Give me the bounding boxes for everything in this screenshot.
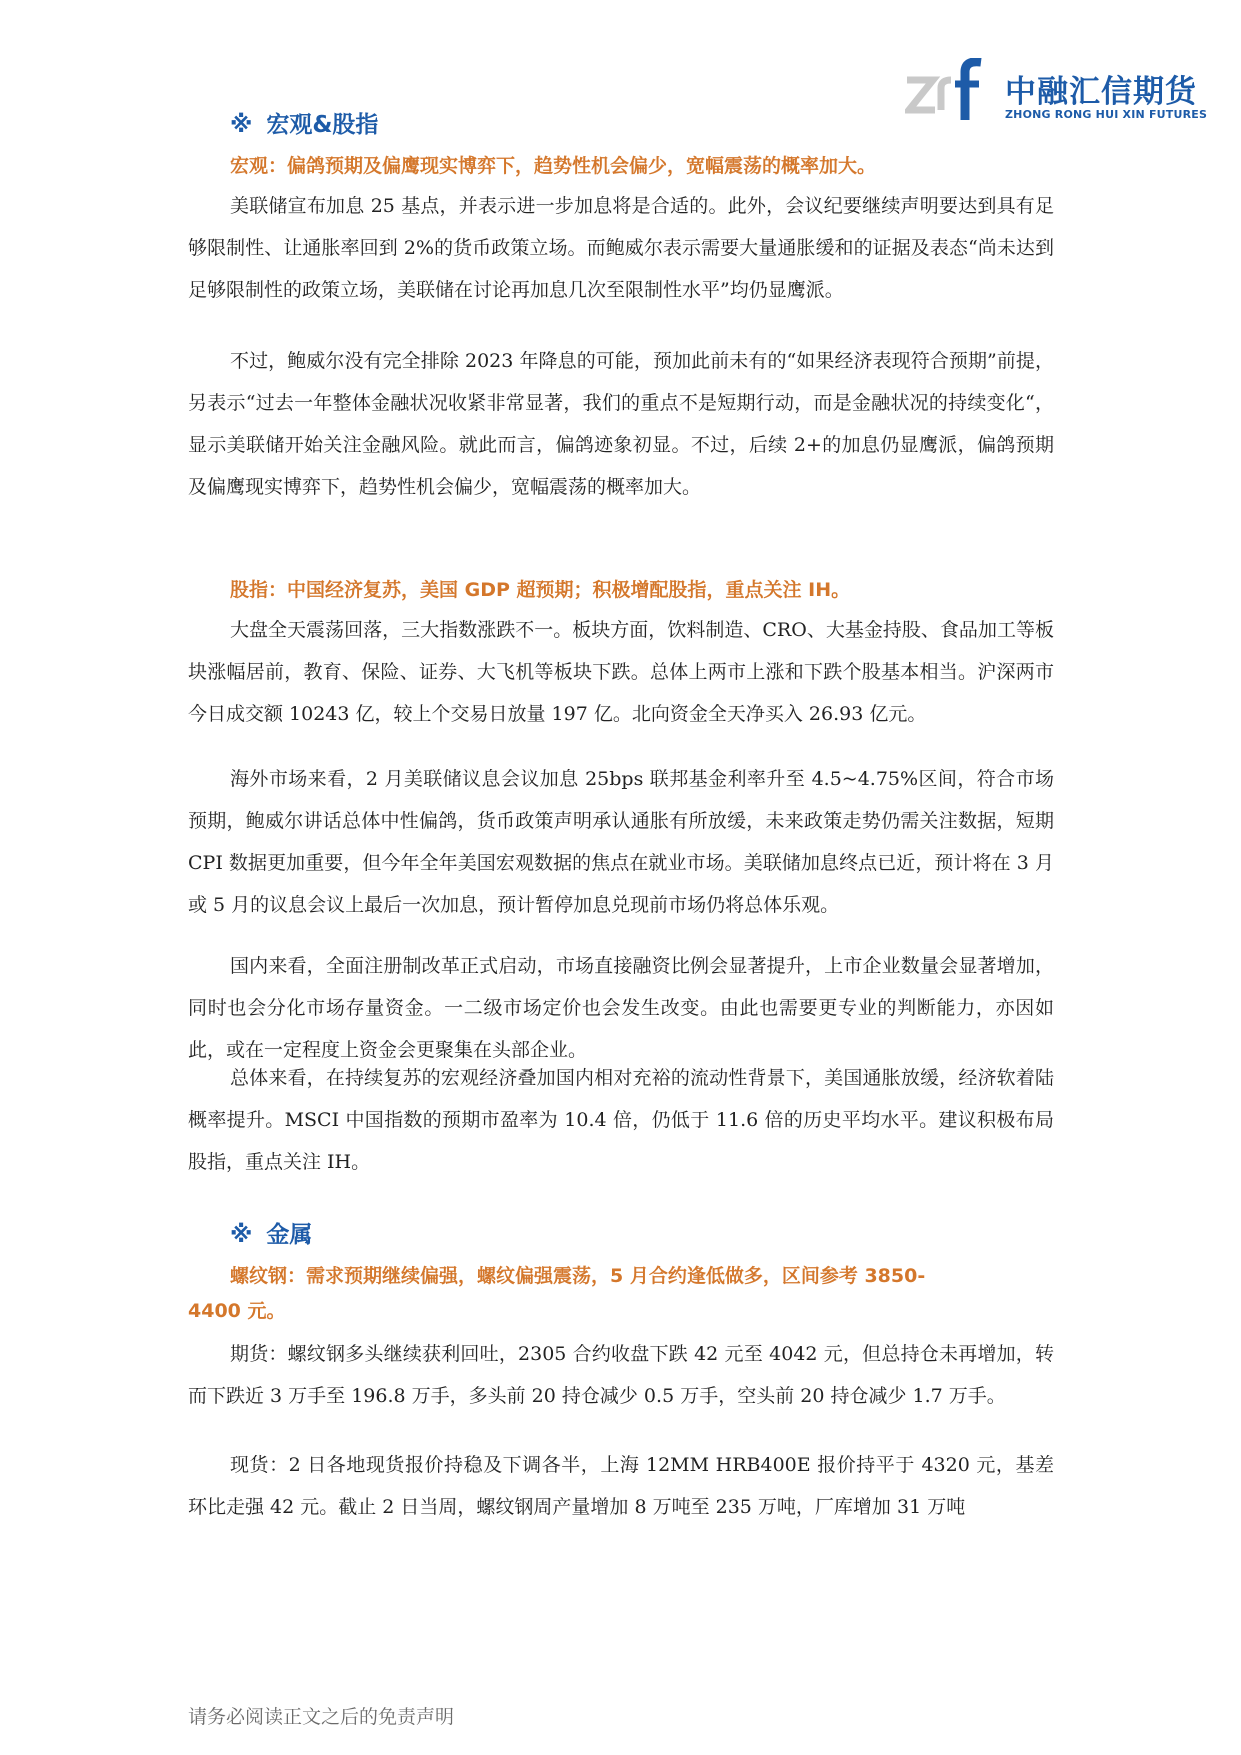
paragraph: 不过，鲍威尔没有完全排除 2023 年降息的可能，预加此前未有的“如果经济表现符合预期”前提，另表示“过去一年整体金融状况收紧非常显著，我们的重点不是短期行动，而是金融状况的持续变化“，显示美联储开始关注金融风险。就此而言，偏鸽迹象初显。不过，后续 2+的加息仍显鹰派，偏鸽预期及偏鹰现实博弈下，趋势性机会偏少，宽幅震荡的概率加大。 — [188, 350, 1054, 498]
subheading-stock-index: 股指：中国经济复苏，美国 GDP 超预期；积极增配股指，重点关注 IH。 — [230, 579, 851, 601]
reference-mark-icon: ※ — [230, 1222, 253, 1248]
paragraph: 总体来看，在持续复苏的宏观经济叠加国内相对充裕的流动性背景下，美国通胀放缓，经济软着陆概率提升。MSCI 中国指数的预期市盈率为 10.4 倍，仍低于 11.6 倍的历史平均水平。建议积极布局股指，重点关注 IH。 — [188, 1067, 1054, 1173]
paragraph: 美联储宣布加息 25 基点，并表示进一步加息将是合适的。此外，会议纪要继续声明要达到具有足够限制性、让通胀率回到 2%的货币政策立场。而鲍威尔表示需要大量通胀缓和的证据及表态“尚未达到足够限制性的政策立场，美联储在讨论再加息几次至限制性水平”均仍显鹰派。 — [188, 195, 1054, 301]
subheading-rebar-continued: 4400 元。 — [188, 1300, 286, 1322]
section-title-text: 金属 — [266, 1222, 313, 1248]
section-title-text: 宏观&股指 — [266, 112, 379, 138]
paragraph: 期货：螺纹钢多头继续获利回吐，2305 合约收盘下跌 42 元至 4042 元，但总持仓未再增加，转而下跌近 3 万手至 196.8 万手，多头前 20 持仓减少 0.5 万手，空头前 20 持仓减少 1.7 万手。 — [188, 1343, 1054, 1407]
subheading-rebar: 螺纹钢：需求预期继续偏强，螺纹偏强震荡，5 月合约逢低做多，区间参考 3850- — [230, 1265, 926, 1287]
subheading-macro: 宏观：偏鸽预期及偏鹰现实博弈下，趋势性机会偏少，宽幅震荡的概率加大。 — [230, 155, 877, 177]
paragraph: 国内来看，全面注册制改革正式启动，市场直接融资比例会显著提升，上市企业数量会显著增加，同时也会分化市场存量资金。一二级市场定价也会发生改变。由此也需要更专业的判断能力，亦因如此，或在一定程度上资金会更聚集在头部企业。 — [188, 955, 1054, 1061]
logo-chinese-name: 中融汇信期货 — [1005, 74, 1197, 110]
footer-disclaimer: 请务必阅读正文之后的免责声明 — [188, 1706, 455, 1728]
logo-english-name: ZHONG RONG HUI XIN FUTURES — [1005, 108, 1208, 121]
section-title-macro — [230, 106, 378, 139]
reference-mark-icon: ※ — [230, 112, 253, 138]
zrf-logo-icon — [905, 58, 985, 122]
section-title-metals — [230, 1216, 312, 1249]
paragraph: 现货：2 日各地现货报价持稳及下调各半，上海 12MM HRB400E 报价持平于 4320 元，基差环比走强 42 元。截止 2 日当周，螺纹钢周产量增加 8 万吨至 235 万吨，厂库增加 31 万吨 — [188, 1454, 1054, 1518]
company-logo — [905, 58, 1208, 128]
paragraph: 大盘全天震荡回落，三大指数涨跌不一。板块方面，饮料制造、CRO、大基金持股、食品加工等板块涨幅居前，教育、保险、证券、大飞机等板块下跌。总体上两市上涨和下跌个股基本相当。沪深两市今日成交额 10243 亿，较上个交易日放量 197 亿。北向资金全天净买入 26.93 亿元。 — [188, 619, 1054, 725]
paragraph: 海外市场来看，2 月美联储议息会议加息 25bps 联邦基金利率升至 4.5~4.75%区间，符合市场预期，鲍威尔讲话总体中性偏鸽，货币政策声明承认通胀有所放缓，未来政策走势仍需关注数据，短期 CPI 数据更加重要，但今年全年美国宏观数据的焦点在就业市场。美联储加息终点已近，预计将在 3 月或 5 月的议息会议上最后一次加息，预计暂停加息兑现前市场仍将总体乐观。 — [188, 768, 1054, 916]
